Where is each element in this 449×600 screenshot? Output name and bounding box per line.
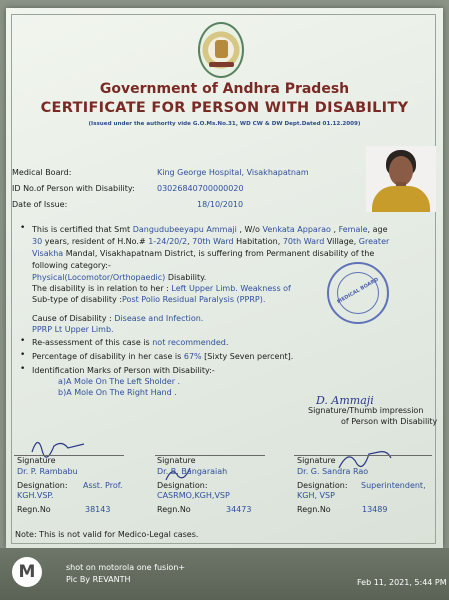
body-line-3 xyxy=(32,249,374,258)
disability-category: Physical(Locomotor/Orthopaedic) xyxy=(32,273,166,282)
person-name: Dangudubeeyapu Ammaji xyxy=(132,225,237,234)
text: This is certified that Smt xyxy=(32,225,133,234)
doctor-3-regn-value: 13489 xyxy=(362,505,388,514)
text: District, is suffering from Permanent disability of the xyxy=(162,249,375,258)
mandal: Visakha xyxy=(32,249,64,258)
cause-value: Disease and Infection. xyxy=(114,314,204,323)
bullet-dot: • xyxy=(20,336,26,346)
emblem-pillar-icon xyxy=(215,40,228,58)
doctor-2-regn-label: Regn.No xyxy=(157,505,191,514)
medical-board-label: Medical Board: xyxy=(12,168,72,177)
medical-board-value: King George Hospital, Visakhapatnam xyxy=(157,168,309,177)
text: The disability is in relation to her : xyxy=(32,284,172,293)
doctor-3-regn-label: Regn.No xyxy=(297,505,331,514)
doctor-2-sig-label: Signature xyxy=(157,456,196,465)
doctor-3-desig-label: Designation: xyxy=(297,481,348,490)
habitation: 70th Ward xyxy=(192,237,234,246)
body-line-1 xyxy=(32,225,388,234)
seal-text: MEDICAL BOARD xyxy=(336,276,380,306)
age: 30 xyxy=(32,237,43,246)
cause-line-2: PPRP Lt Upper Limb. xyxy=(32,325,114,334)
photo-watermark-bar xyxy=(0,548,449,600)
village: 70th Ward xyxy=(282,237,325,246)
body-line-7 xyxy=(32,295,265,304)
cause-line xyxy=(32,314,203,323)
body-line-2 xyxy=(32,237,389,246)
text: Village, xyxy=(324,237,359,246)
certificate-title: CERTIFICATE FOR PERSON WITH DISABILITY xyxy=(40,100,409,116)
motorola-logo-icon: M xyxy=(12,557,42,587)
district: Visakhapatnam xyxy=(99,249,162,258)
doctor-1-regn-label: Regn.No xyxy=(17,505,51,514)
percentage-line xyxy=(32,352,293,361)
validity-note: Note: This is not valid for Medico-Legal cases. xyxy=(15,530,199,539)
doctor-3-sig-label: Signature xyxy=(297,456,336,465)
authority-line: (Issued under the authority vide G.O.Ms.No.31, WD CW & DW Dept.Dated 01.12.2009) xyxy=(88,121,361,127)
doctor-2-regn-value: 34473 xyxy=(226,505,252,514)
text: Percentage of disability in her case is xyxy=(32,352,184,361)
bullet-dot: • xyxy=(20,364,26,374)
doctor-2-desig-label: Designation: xyxy=(157,481,208,490)
body-line-6 xyxy=(32,284,328,293)
state-emblem-icon xyxy=(198,22,244,78)
text: Mandal, xyxy=(63,249,100,258)
watermark-line-2: Pic By REVANTH xyxy=(66,575,131,584)
doctor-1-sig-label: Signature xyxy=(17,456,56,465)
doctor-2-desig-value-2: CASRMO,KGH,VSP xyxy=(157,491,230,500)
gender: Female xyxy=(338,225,368,234)
reassessment-line xyxy=(32,338,228,347)
government-title: Government of Andhra Pradesh xyxy=(99,81,350,97)
person-photo xyxy=(366,146,436,212)
doctor-1-desig-value: Asst. Prof. xyxy=(83,481,123,490)
watermark-line-1: shot on motorola one fusion+ xyxy=(66,563,186,572)
body-line-5 xyxy=(32,273,206,282)
text: Sub-type of disability : xyxy=(32,295,123,304)
text: , W/o xyxy=(236,225,263,234)
house-number: 1-24/20/2 xyxy=(148,237,188,246)
text: , xyxy=(187,237,193,246)
relation-name: Venkata Apparao xyxy=(262,225,331,234)
doctor-1-desig-label: Designation: xyxy=(17,481,68,490)
doctor-3-desig-value: Superintendent, xyxy=(361,481,426,490)
date-value: 18/10/2010 xyxy=(197,200,244,209)
disability-subtype: Post Polio Residual Paralysis (PPRP). xyxy=(122,295,266,304)
mark-b: b)A Mole On The Right Hand . xyxy=(58,388,177,397)
person-sig-label-1: Signature/Thumb impression xyxy=(308,406,424,415)
text: Disability. xyxy=(165,273,207,282)
mandal-prefix: Greater xyxy=(358,237,390,246)
doctor-3-desig-value-2: KGH, VSP xyxy=(297,491,335,500)
watermark-timestamp: Feb 11, 2021, 5:44 PM xyxy=(357,578,447,587)
text: years, resident of H.No.# xyxy=(42,237,149,246)
bullet-dot: • xyxy=(20,350,26,360)
medical-board-seal-icon xyxy=(327,262,389,324)
photo-dress xyxy=(372,186,430,212)
text: , age xyxy=(367,225,388,234)
text: Habitation, xyxy=(233,237,283,246)
id-value: 03026840700000020 xyxy=(157,184,244,193)
bullet-dot: • xyxy=(20,223,26,233)
body-line-4: following category:- xyxy=(32,261,111,270)
text: [Sixty Seven percent]. xyxy=(201,352,294,361)
emblem-ribbon-icon xyxy=(209,62,234,67)
percentage-value: 67% xyxy=(183,352,202,361)
doctor-1-name: Dr. P. Rambabu xyxy=(17,467,78,476)
marks-label: Identification Marks of Person with Disability:- xyxy=(32,366,215,375)
id-label: ID No.of Person with Disability: xyxy=(12,184,135,193)
affected-part: Left Upper Limb. Weakness of xyxy=(171,284,291,293)
text: , xyxy=(330,225,339,234)
text: Cause of Disability : xyxy=(32,314,115,323)
doctor-3-name: Dr. G. Sandra Rao xyxy=(297,467,369,476)
reassessment-value: not recommended xyxy=(152,338,226,347)
person-sig-label-2: of Person with Disability xyxy=(341,417,438,426)
doctor-2-name: Dr. B. Bangaraiah xyxy=(157,467,228,476)
date-label: Date of Issue: xyxy=(12,200,68,209)
text: Re-assessment of this case is xyxy=(32,338,153,347)
doctor-1-desig-value-2: KGH.VSP. xyxy=(17,491,54,500)
person-signature: D. Ammaji xyxy=(316,394,374,407)
text: . xyxy=(225,338,229,347)
doctor-1-regn-value: 38143 xyxy=(85,505,111,514)
mark-a: a)A Mole On The Left Sholder . xyxy=(58,377,181,386)
